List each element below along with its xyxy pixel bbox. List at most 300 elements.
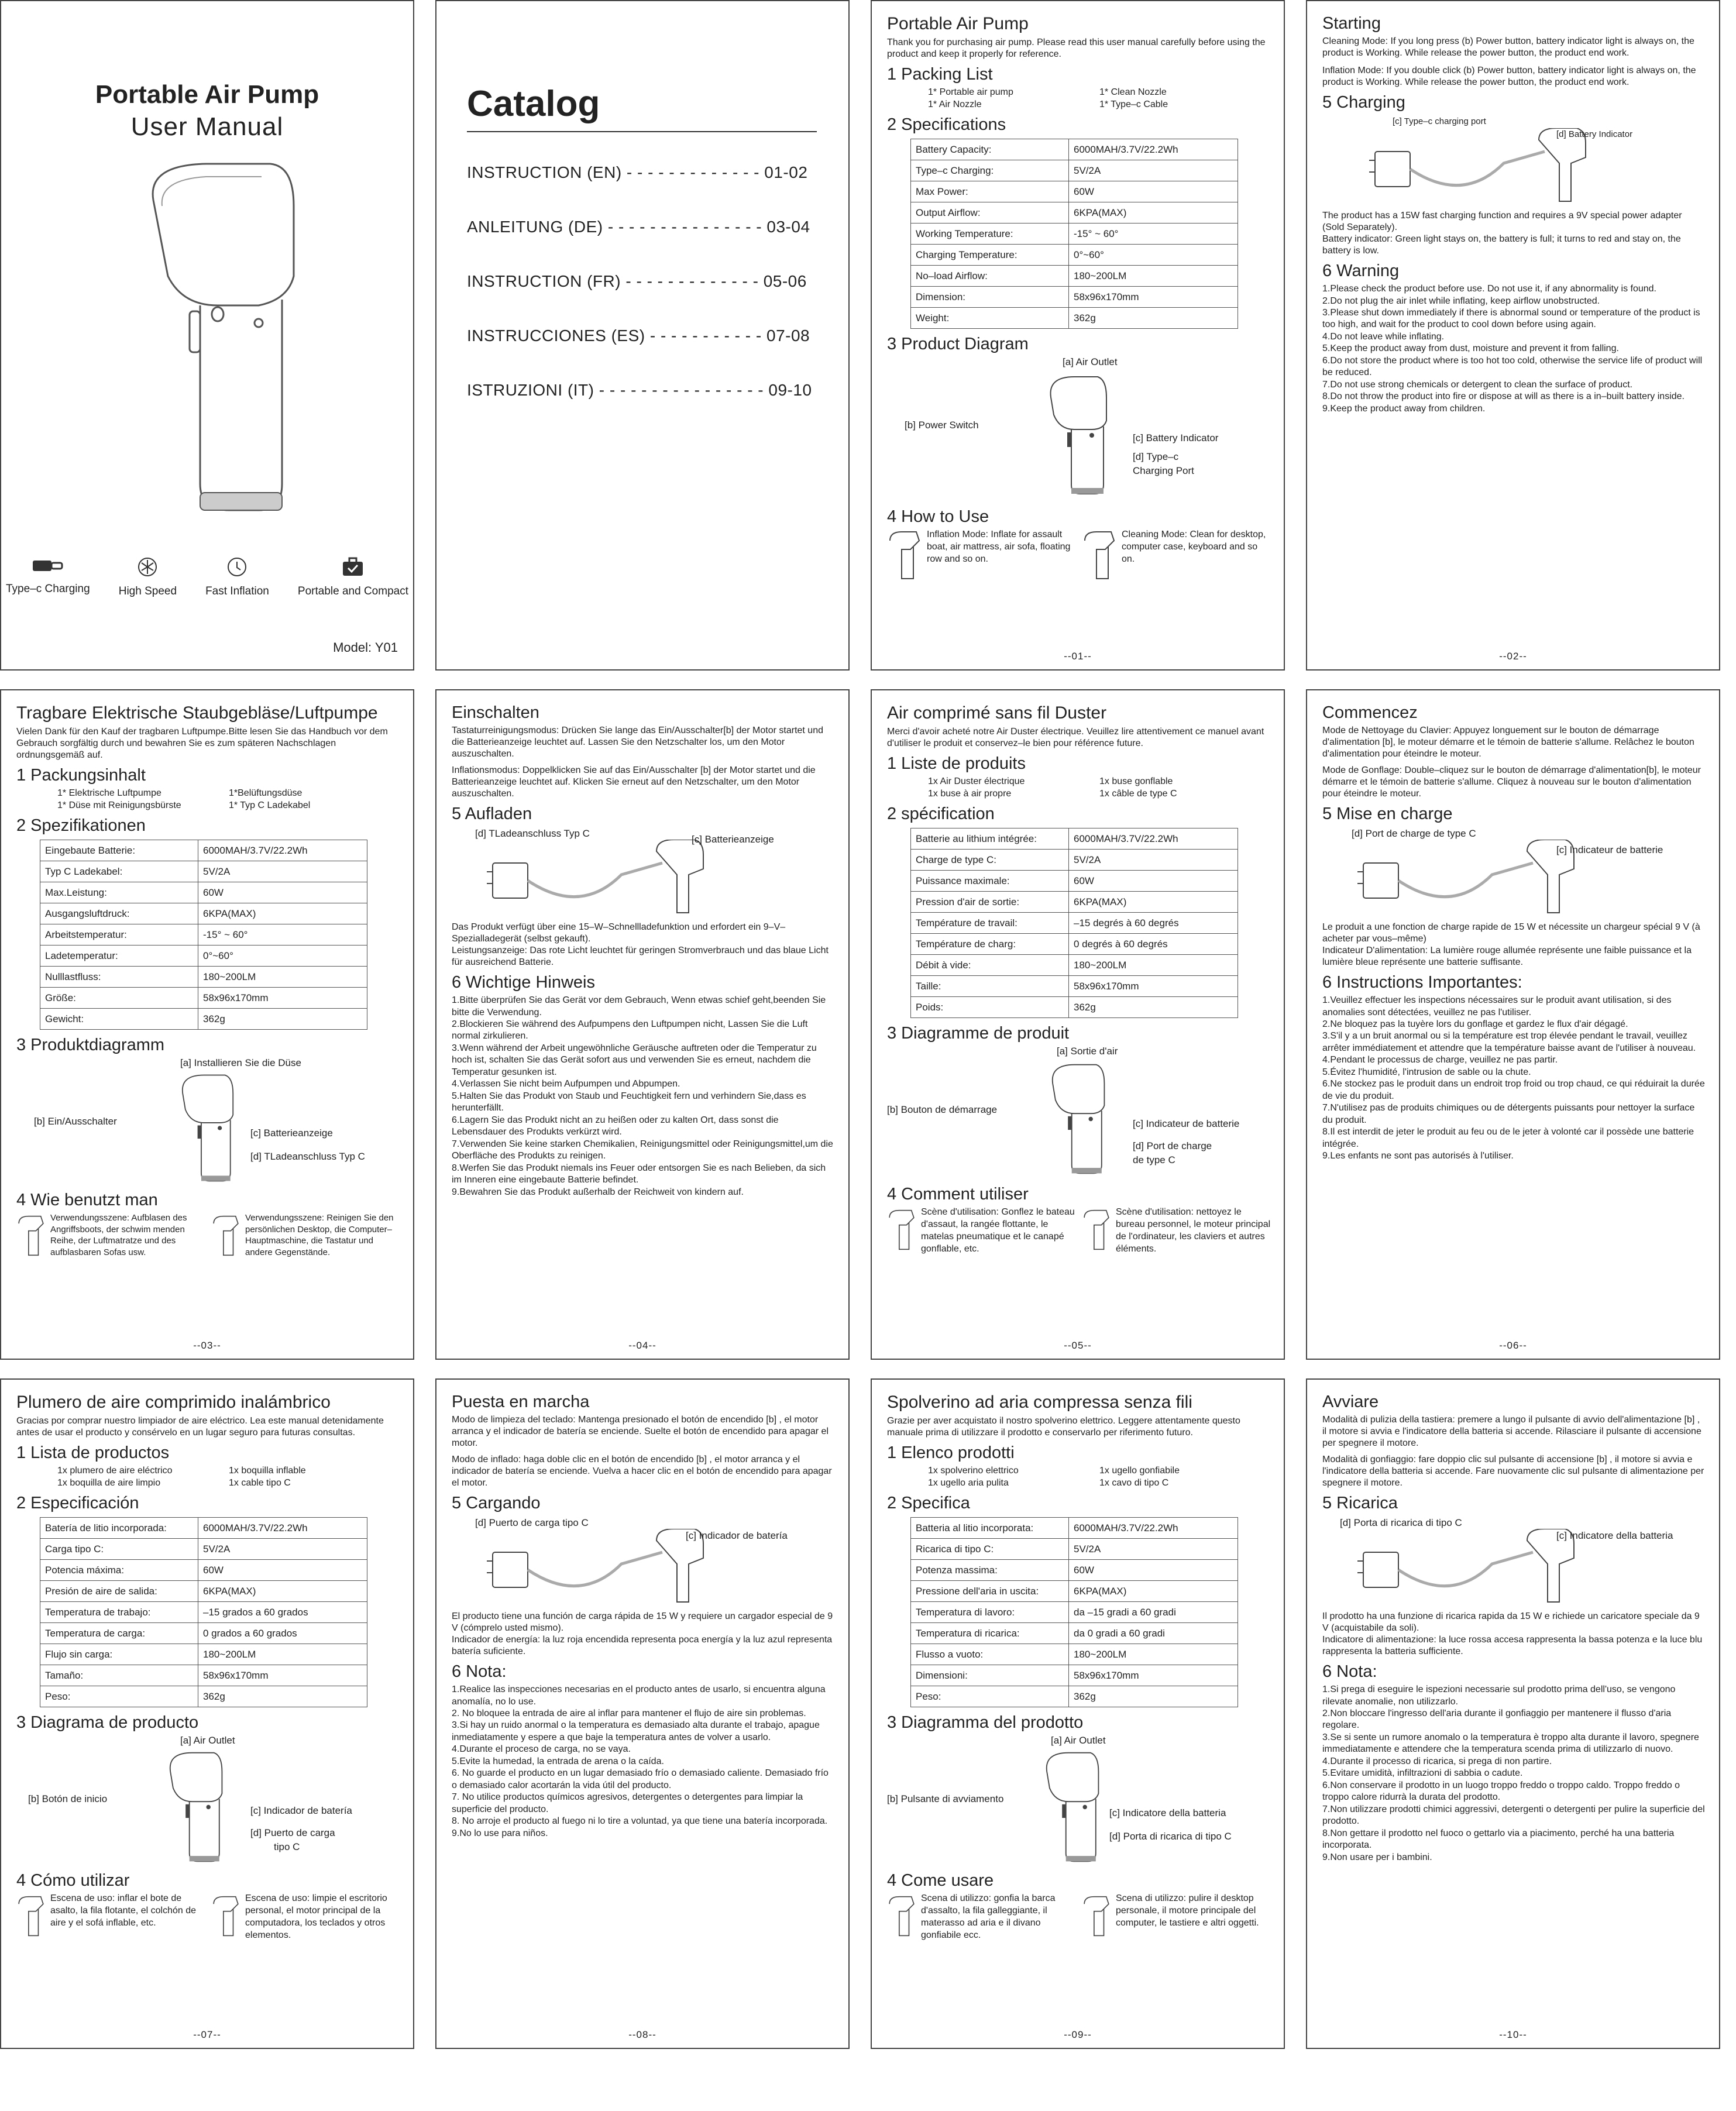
table-row: [911, 1644, 1238, 1665]
charger-illustration: [1357, 1529, 1580, 1605]
page-de-2: [435, 689, 850, 1360]
section-heading: 6 Nota:: [452, 1662, 507, 1681]
spec-value: 180~200LM: [1069, 1644, 1238, 1665]
spec-label: Ricarica di tipo C:: [911, 1538, 1069, 1559]
spec-value: 180~200LM: [198, 1644, 367, 1665]
list-item: 1.Si prega di eseguire le ispezioni necessarie sul prodotto prima dell'uso, se vengono rilevate anomalie, non utilizzarlo.: [1322, 1684, 1676, 1707]
list-item: 3.Se si sente un rumore anomalo o la temperatura è troppo alta durante il lavoro, spegnere immediatamente e attendere che la temperatura scenda prima di utilizzarlo di nuovo.: [1322, 1732, 1699, 1755]
table-row: [40, 1538, 367, 1559]
table-row: [911, 870, 1238, 891]
table-row: [911, 891, 1238, 912]
use-inflation: [887, 1893, 1076, 1941]
cover-title: Portable Air Pump: [95, 80, 319, 109]
use-cleaning: [211, 1893, 400, 1941]
table-row: [40, 882, 367, 903]
catalog-divider: [467, 131, 817, 132]
table-row: [40, 1517, 367, 1538]
page-title: Plumero de aire comprimido inalámbrico: [16, 1393, 331, 1412]
pump-small-icon: [1082, 1893, 1111, 1940]
catalog-entry-fr[interactable]: INSTRUCTION (FR) - - - - - - - - - - - - - 05-06: [467, 272, 807, 290]
table-row: [40, 987, 367, 1008]
section-heading: 4 Cómo utilizar: [16, 1871, 130, 1890]
table-row: [40, 1559, 367, 1580]
use-inflation: [16, 1212, 205, 1259]
use-inflation: [887, 529, 1076, 582]
product-diagram: [887, 1046, 1271, 1180]
section-heading: 6 Nota:: [1322, 1662, 1377, 1681]
table-row: [911, 1665, 1238, 1686]
spec-label: Batterie au lithium intégrée:: [911, 828, 1069, 849]
pump-small-icon: [1082, 529, 1117, 582]
start-text: Modo de inflado: haga doble clic en el botón de encendido [b] , el motor arranca y el indicador de batería se enciende. Vuelva a hacer clic en el botón de encendido para apagar el motor.: [452, 1455, 832, 1488]
charging-text: Le produit a une fonction de charge rapide de 15 W et nécessite un chargeur spécial 9 V (à acheter par vous–même) Indicateur D'alimentation: La lumière rouge allumée représente une faible puissance et la lumière bleue représente une batterie suffisante.: [1322, 922, 1700, 967]
spec-label: Dimensioni:: [911, 1665, 1069, 1686]
section-heading: Starting: [1322, 14, 1381, 33]
section-heading: 5 Cargando: [452, 1494, 541, 1513]
table-row: [40, 840, 367, 861]
list-item: 1x cable tipo C: [229, 1477, 291, 1488]
spec-value: 60W: [198, 882, 367, 903]
page-it-2: [1306, 1378, 1720, 2049]
label-battery-indicator: [c] Batterieanzeige: [250, 1127, 333, 1139]
spec-label: Temperatura di ricarica:: [911, 1622, 1069, 1644]
how-to-use: [16, 1893, 400, 1941]
list-item: 6. No guarde el producto en un lugar demasiado frío o demasiado caliente. Demasiado frío o demasiado calor acortarán la vida útil del producto.: [452, 1768, 829, 1790]
label-charging-port: tipo C: [274, 1841, 300, 1853]
spec-label: Batteria al litio incorporata:: [911, 1517, 1069, 1538]
list-item: 9.Les enfants ne sont pas autorisés à l'utiliser.: [1322, 1151, 1514, 1161]
spec-label: Charging Temperature:: [911, 244, 1069, 265]
spec-label: Nulllastfluss:: [40, 966, 198, 987]
list-item: 2.Do not plug the air inlet while inflating, keep airflow unobstructed.: [1322, 295, 1600, 306]
intro-text: Vielen Dank für den Kauf der tragbaren Luftpumpe.Bitte lesen Sie das Handbuch vor dem Gebrauch sorgfältig durch und bewahren Sie es zum späteren Nachschlagen ordnungsgemäß auf.: [16, 726, 388, 760]
pump-diagram-illustration: [174, 1072, 239, 1184]
spec-value: 6KPA(MAX): [1069, 1580, 1238, 1601]
label-charging-port: Charging Port: [1133, 465, 1194, 477]
spec-value: 5V/2A: [1069, 160, 1238, 181]
intro-text: Gracias por comprar nuestro limpiador de aire eléctrico. Lea este manual detenidamente antes de usar el producto y consérvelo en un lugar seguro para futuras consultas.: [16, 1415, 384, 1438]
intro-text: Thank you for purchasing air pump. Please read this user manual carefully before using the product and keep it properly for reference.: [887, 37, 1266, 59]
start-text: Inflation Mode: If you double click (b) Power button, battery indicator light is always on, the product is Working. While release the power button, the product end work.: [1322, 66, 1696, 88]
label-battery-indicator: [c] Indicateur de batterie: [1556, 844, 1663, 855]
list-item: 1* Düse mit Reinigungsbürste: [57, 800, 181, 810]
table-row: [911, 202, 1238, 223]
feature-row: [6, 557, 408, 598]
table-row: [40, 945, 367, 966]
pump-small-icon: [16, 1212, 46, 1259]
page-en-1: [871, 0, 1285, 671]
catalog-entry-es[interactable]: INSTRUCCIONES (ES) - - - - - - - - - - - 07-08: [467, 326, 810, 345]
list-item: 1x ugello gonfiabile: [1099, 1465, 1180, 1476]
warning-list: [452, 995, 836, 1198]
table-row: [40, 1686, 367, 1707]
list-item: 8.Do not throw the product into fire or dispose at will as there is a in–built battery inside.: [1322, 391, 1685, 402]
spec-label: Eingebaute Batterie:: [40, 840, 198, 861]
section-heading: Einschalten: [452, 703, 539, 722]
use-cleaning: [1082, 529, 1271, 582]
section-heading: 5 Aufladen: [452, 804, 532, 824]
spec-label: Peso:: [40, 1686, 198, 1707]
warning-list: [452, 1684, 836, 1840]
how-to-use: [887, 1893, 1271, 1941]
spec-value: 60W: [1069, 870, 1238, 891]
pump-diagram-illustration: [1045, 1062, 1109, 1176]
charging-text: Il prodotto ha una funzione di ricarica rapida da 15 W e richiede un caricatore speciale da 9 V (acquistabile da soli). Indicatore di alimentazione: la luce rossa accesa rappresenta la bassa potenza e la luce blu rappresenta la batteria sufficiente.: [1322, 1611, 1703, 1656]
use-text: Cleaning Mode: Clean for desktop, computer case, keyboard and so on.: [1122, 530, 1266, 565]
spec-label: Température de travail:: [911, 912, 1069, 933]
list-item: 2.Ne bloquez pas la tuyère lors du gonflage et gardez le flux d'air dégagé.: [1322, 1019, 1628, 1029]
model-number: Model: Y01: [333, 640, 398, 655]
table-row: [40, 861, 367, 882]
list-item: 3.Please shut down immediately if there is abnormal sound or temperature of the product is too high, and wait for the product to cool down before using again.: [1322, 307, 1700, 330]
list-item: 1* Typ C Ladekabel: [229, 800, 311, 810]
list-item: 3.Si hay un ruido anormal o la temperatura es demasiado alta durante el trabajo, apague inmediatamente y espere a que baje la temperatura antes de volver a usarlo.: [452, 1720, 820, 1742]
spec-value: 6KPA(MAX): [198, 903, 367, 924]
table-row: [40, 924, 367, 945]
spec-value: 0°~60°: [198, 945, 367, 966]
page-es-1: [0, 1378, 414, 2049]
list-item: 4.Do not leave while inflating.: [1322, 331, 1445, 342]
pump-small-icon: [211, 1212, 240, 1259]
list-item: 6.Lagern Sie das Produkt nicht an zu heißen oder zu kalten Ort, dass sonst die Lebensdauer des Produkts verkürzt wird.: [452, 1115, 779, 1137]
label-air-outlet: [a] Air Outlet: [1051, 1735, 1106, 1746]
warning-list: [1322, 995, 1706, 1163]
page-title: Spolverino ad aria compressa senza fili: [887, 1393, 1192, 1412]
bag-check-icon: [342, 557, 364, 577]
table-row: [40, 1008, 367, 1029]
spec-value: 6000MAH/3.7V/22.2Wh: [1069, 139, 1238, 160]
cover-page: [0, 0, 414, 671]
list-item: 5.Halten Sie das Produkt von Staub und Feuchtigkeit fern und verhindern Sie,dass es herunterfällt.: [452, 1091, 806, 1113]
list-item: 1* Air Nozzle: [928, 99, 982, 109]
pump-small-icon: [1082, 1206, 1111, 1253]
spec-label: Temperatura de trabajo:: [40, 1601, 198, 1622]
list-item: 8. No arroje el producto al fuego ni lo tire a voluntad, ya que tiene una batería incorporada.: [452, 1816, 828, 1827]
spec-label: Carga tipo C:: [40, 1538, 198, 1559]
pump-small-icon: [211, 1893, 240, 1940]
section-heading: 3 Diagrama de producto: [16, 1713, 199, 1732]
pump-small-icon: [887, 1893, 916, 1940]
spec-value: -15° ~ 60°: [1069, 223, 1238, 244]
list-item: 4.Verlassen Sie nicht beim Aufpumpen und Abpumpen.: [452, 1079, 680, 1089]
spec-value: 362g: [1069, 307, 1238, 328]
catalog-entry-it[interactable]: ISTRUZIONI (IT) - - - - - - - - - - - - - - - - 09-10: [467, 381, 812, 399]
spec-label: Peso:: [911, 1686, 1069, 1707]
feature-label: Fast Inflation: [205, 585, 269, 597]
spec-label: Dimension:: [911, 286, 1069, 307]
page-number: --05--: [1064, 1340, 1092, 1351]
page-number: --01--: [1064, 651, 1092, 662]
list-item: 1x boquilla inflable: [229, 1465, 306, 1476]
spec-value: 362g: [198, 1008, 367, 1029]
list-item: 1x boquilla de aire limpio: [57, 1477, 161, 1488]
pump-small-icon: [887, 1206, 916, 1253]
air-pump-illustration: [112, 159, 305, 528]
spec-value: da –15 gradi a 60 gradi: [1069, 1601, 1238, 1622]
spec-label: Poids:: [911, 996, 1069, 1017]
spec-table: [910, 139, 1238, 329]
page-number: --06--: [1499, 1340, 1527, 1351]
label-power-switch: [b] Botón de inicio: [28, 1793, 108, 1805]
start-text: Tastaturreinigungsmodus: Drücken Sie lange das Ein/Ausschalter[b] der Motor startet und die Batterieanzeige leuchtet auf. Lassen Sie den Netzschalter los, um den Motor auszuschalten.: [452, 726, 823, 759]
spec-value: 5V/2A: [1069, 1538, 1238, 1559]
section-heading: 5 Ricarica: [1322, 1494, 1398, 1513]
catalog-entry-en[interactable]: INSTRUCTION (EN) - - - - - - - - - - - - - 01-02: [467, 163, 808, 181]
charging-diagram: [452, 828, 836, 916]
label-type-c-port: [d] Porta di ricarica di tipo C: [1109, 1831, 1232, 1842]
spec-value: 362g: [1069, 1686, 1238, 1707]
section-heading: 1 Elenco prodotti: [887, 1443, 1015, 1462]
table-row: [911, 912, 1238, 933]
spec-value: 6KPA(MAX): [1069, 891, 1238, 912]
list-item: 1x câble de type C: [1099, 788, 1177, 799]
table-row: [911, 1517, 1238, 1538]
feature-high-speed: [119, 557, 177, 598]
page-number: --10--: [1499, 2029, 1527, 2040]
page-number: --02--: [1499, 651, 1527, 662]
start-text: Mode de Nettoyage du Clavier: Appuyez longuement sur le bouton de démarrage d'alimentation [b], le moteur démarre et le témoin de batterie s'allume. Relâchez le bouton d'alimentation pour éteindre le moteur.: [1322, 726, 1694, 759]
charging-diagram: [1322, 116, 1706, 204]
spec-label: Puissance maximale:: [911, 870, 1069, 891]
spec-value: 5V/2A: [198, 1538, 367, 1559]
table-row: [40, 1622, 367, 1644]
table-row: [911, 1580, 1238, 1601]
list-item: 1x plumero de aire eléctrico: [57, 1465, 173, 1476]
page-title: Tragbare Elektrische Staubgebläse/Luftpumpe: [16, 703, 378, 723]
pump-small-icon: [16, 1893, 46, 1940]
table-row: [911, 996, 1238, 1017]
spec-value: 180~200LM: [1069, 954, 1238, 975]
product-diagram: [887, 1735, 1271, 1866]
label-air-outlet: [a] Air Outlet: [180, 1735, 235, 1746]
product-diagram: [887, 356, 1271, 503]
feature-fast-inflation: [205, 557, 269, 598]
list-item: 5.Evitare umidità, infiltrazioni di sabbia o cadute.: [1322, 1768, 1523, 1779]
spec-value: 5V/2A: [1069, 849, 1238, 870]
label-battery-indicator: [c] Indicateur de batterie: [1133, 1118, 1240, 1130]
start-text: Modalità di gonfiaggio: fare doppio clic sul pulsante di accensione [b] , il motore si avvia e l'indicatore della batteria si accende. Fare nuovamente clic sul pulsante di alimentazione per spegnere il motore.: [1322, 1455, 1704, 1488]
label-charging-port: [d] TLadeanschluss Typ C: [475, 827, 590, 839]
label-battery-indicator: [c] Indicador de batería: [686, 1529, 788, 1541]
product-diagram: [16, 1057, 400, 1186]
spec-value: 362g: [198, 1686, 367, 1707]
table-row: [911, 1622, 1238, 1644]
section-heading: 3 Product Diagram: [887, 334, 1029, 353]
spec-value: 6000MAH/3.7V/22.2Wh: [198, 840, 367, 861]
spec-label: Pressione dell'aria in uscita:: [911, 1580, 1069, 1601]
spec-label: Output Airflow:: [911, 202, 1069, 223]
spec-value: 5V/2A: [198, 861, 367, 882]
list-item: 7.Verwenden Sie keine starken Chemikalien, Reinigungsmittel oder Reinigungsmittel,um die Oberfläche des Produkts zu reinigen.: [452, 1139, 833, 1161]
start-text: Modalità di pulizia della tastiera: premere a lungo il pulsante di avvio dell'alimentazione [b] , il motore si avvia e l'indicatore della batteria si accende. Rilasciare il pulsante di accensione per spegnere il motore.: [1322, 1415, 1701, 1449]
list-item: 6.Do not store the product where is too hot too cold, otherwise the service life of product will be reduced.: [1322, 355, 1703, 378]
charging-diagram: [452, 1517, 836, 1605]
spec-value: 0 grados a 60 grados: [198, 1622, 367, 1644]
list-item: 1.Bitte überprüfen Sie das Gerät vor dem Gebrauch, Wenn etwas schief geht,beenden Sie bitte die Verwendung.: [452, 995, 826, 1017]
table-row: [911, 160, 1238, 181]
list-item: 4.Durante il processo di ricarica, si prega di non partire.: [1322, 1756, 1552, 1766]
spec-label: Potenza massima:: [911, 1559, 1069, 1580]
page-number: --09--: [1064, 2029, 1092, 2040]
spec-label: Tamaño:: [40, 1665, 198, 1686]
label-charging-port: [d] Port de charge de type C: [1352, 827, 1476, 839]
list-item: 2. No bloquee la entrada de aire al inflar para mantener el flujo de aire sin problemas.: [452, 1708, 806, 1718]
spec-value: 60W: [1069, 1559, 1238, 1580]
section-heading: 6 Wichtige Hinweis: [452, 972, 595, 992]
pump-diagram-illustration: [1039, 1750, 1104, 1864]
use-inflation: [16, 1893, 205, 1941]
spec-value: da 0 gradi a 60 gradi: [1069, 1622, 1238, 1644]
section-heading: Puesta en marcha: [452, 1393, 590, 1411]
spec-label: Charge de type C:: [911, 849, 1069, 870]
spec-value: –15 degrés à 60 degrés: [1069, 912, 1238, 933]
catalog-entry-de[interactable]: ANLEITUNG (DE) - - - - - - - - - - - - - - - 03-04: [467, 218, 810, 236]
packing-list: [887, 1465, 1271, 1490]
label-type-c-port: [d] Port de charge: [1133, 1140, 1212, 1152]
list-item: 4.Pendant le processus de charge, veuillez ne pas partir.: [1322, 1055, 1558, 1065]
pump-diagram-illustration: [163, 1750, 227, 1864]
page-title: Air comprimé sans fil Duster: [887, 703, 1107, 723]
spec-value: 58x96x170mm: [1069, 1665, 1238, 1686]
section-heading: 6 Instructions Importantes:: [1322, 972, 1522, 992]
spec-label: No–load Airflow:: [911, 265, 1069, 286]
section-heading: 3 Diagramma del prodotto: [887, 1713, 1084, 1732]
label-power-switch: [b] Power Switch: [905, 420, 979, 431]
spec-label: Temperatura di lavoro:: [911, 1601, 1069, 1622]
table-row: [911, 933, 1238, 954]
section-heading: 1 Packing List: [887, 64, 993, 84]
label-battery-indicator: [c] Indicatore della batteria: [1556, 1529, 1673, 1541]
list-item: 1x ugello aria pulita: [928, 1477, 1009, 1488]
page-number: --07--: [193, 2029, 221, 2040]
spec-value: 58x96x170mm: [198, 1665, 367, 1686]
spec-table: [40, 840, 367, 1030]
spec-label: Gewicht:: [40, 1008, 198, 1029]
list-item: 2.Blockieren Sie während des Aufpumpens den Luftpumpen nicht, Lassen Sie die Luft normal zirkulieren.: [452, 1019, 808, 1041]
spec-value: –15 grados a 60 grados: [198, 1601, 367, 1622]
table-row: [911, 265, 1238, 286]
table-row: [911, 1686, 1238, 1707]
spec-value: 6KPA(MAX): [198, 1580, 367, 1601]
list-item: 3.S'il y a un bruit anormal ou si la température est trop élevée pendant le travail, veuillez arrêter immédiatement et attendre que la température baisse avant de l'utiliser à nouveau.: [1322, 1031, 1696, 1053]
label-power-switch: [b] Pulsante di avviamento: [887, 1793, 1004, 1805]
spec-value: 60W: [1069, 181, 1238, 202]
charger-illustration: [487, 1529, 709, 1605]
usb-c-plug-icon: [30, 557, 66, 575]
feature-portable: [298, 557, 408, 598]
spec-value: 362g: [1069, 996, 1238, 1017]
section-heading: 1 Packungsinhalt: [16, 765, 146, 785]
use-text: Escena de uso: inflar el bote de asalto, la fila flotante, el colchón de aire y el sofá inflable, etc.: [50, 1893, 197, 1928]
list-item: 1x buse à air propre: [928, 788, 1012, 799]
label-power-switch: [b] Bouton de démarrage: [887, 1104, 998, 1116]
list-item: 8.Werfen Sie das Produkt niemals ins Feuer oder entsorgen Sie es nach Belieben, da sich im Inneren eine eingebaute Batterie befindet.: [452, 1163, 826, 1185]
table-row: [40, 966, 367, 987]
charger-illustration: [1357, 840, 1580, 916]
list-item: 1* Type–c Cable: [1099, 99, 1168, 109]
label-battery-indicator: [c] Indicador de batería: [250, 1805, 352, 1817]
use-text: Scena di utilizzo: pulire il desktop personale, il motore principale del computer, le tastiere e altri oggetti.: [1116, 1893, 1259, 1928]
use-text: Escena de uso: limpie el escritorio personal, el motor principal de la computadora, los teclados y otros elementos.: [245, 1893, 387, 1940]
spec-value: 180~200LM: [1069, 265, 1238, 286]
catalog-title: Catalog: [467, 84, 600, 124]
table-row: [911, 828, 1238, 849]
spec-value: 6KPA(MAX): [1069, 202, 1238, 223]
table-row: [911, 849, 1238, 870]
table-row: [911, 975, 1238, 996]
list-item: 7.N'utilisez pas de produits chimiques ou de détergents puissants pour nettoyer la surface du produit.: [1322, 1103, 1695, 1125]
feature-type-c: [6, 557, 90, 598]
list-item: 6.Non conservare il prodotto in un luogo troppo freddo o troppo caldo. Troppo freddo o troppo calore ridurrà la durata del prodotto.: [1322, 1780, 1680, 1803]
charging-diagram: [1322, 828, 1706, 916]
packing-list: [16, 1465, 400, 1490]
section-heading: 2 Specifica: [887, 1494, 970, 1513]
charger-illustration: [487, 840, 709, 916]
spec-value: 0 degrés à 60 degrés: [1069, 933, 1238, 954]
spec-table: [910, 828, 1238, 1018]
start-text: Mode de Gonflage: Double–cliquez sur le bouton de démarrage d'alimentation[b], le moteur démarre et le témoin de batterie s'allume. Cliquez à nouveau sur le bouton d'alimentation pour éteindre le moteur.: [1322, 765, 1701, 799]
charging-text: The product has a 15W fast charging function and requires a 9V special power adapter (Sold Separately). Battery indicator: Green light stays on, the battery is full; it turns to red and stay on, the battery is low.: [1322, 210, 1682, 256]
list-item: 7. No utilice productos químicos agresivos, detergentes o detergentes para limpiar la superficie del producto.: [452, 1792, 803, 1814]
intro-text: Merci d'avoir acheté notre Air Duster électrique. Veuillez lire attentivement ce manuel avant d'utiliser le produit et conservez–le bien pour référence future.: [887, 726, 1264, 748]
section-heading: 5 Charging: [1322, 93, 1405, 112]
table-row: [911, 954, 1238, 975]
page-fr-2: [1306, 689, 1720, 1360]
feature-label: High Speed: [118, 585, 177, 597]
label-air-outlet: [a] Sortie d'air: [1057, 1046, 1118, 1057]
list-item: 3.Wenn während der Arbeit ungewöhnliche Geräusche auftreten oder die Temperatur zu hoch ist, schalten Sie das Gerät sofort aus und verwenden Sie es erneut, nachdem die Temperatur gesunken ist.: [452, 1043, 817, 1077]
list-item: 1.Veuillez effectuer les inspections nécessaires sur le produit avant utilisation, si des anomalies sont détectées, veuillez ne pas l'utiliser.: [1322, 995, 1672, 1017]
use-cleaning: [1082, 1206, 1271, 1255]
use-text: Scène d'utilisation: Gonflez le bateau d'assaut, la rangée flottante, le matelas pneumatique et le canapé gonflable, etc.: [921, 1207, 1075, 1254]
start-text: Inflationsmodus: Doppelklicken Sie auf das Ein/Ausschalter [b] der Motor startet und die Batterieanzeige leuchtet auf. Klicken Sie erneut auf den Netzschalter, um den Motor auszuschalten.: [452, 765, 816, 799]
spec-label: Potencia máxima:: [40, 1559, 198, 1580]
label-air-outlet: [a] Installieren Sie die Düse: [180, 1057, 301, 1069]
list-item: 1.Please check the product before use. Do not use it, if any abnormality is found.: [1322, 284, 1656, 294]
section-heading: Commencez: [1322, 703, 1418, 722]
charging-text: Das Produkt verfügt über eine 15–W–Schnellladefunktion und erfordert ein 9–V–Spezialladegerät (selbst gekauft). Leistungsanzeige: Das rote Licht leuchtet für geringen Stromverbrauch und das blaue Licht für ausreichend Batterie.: [452, 922, 829, 967]
spec-value: 6000MAH/3.7V/22.2Wh: [198, 1517, 367, 1538]
spec-value: 0°~60°: [1069, 244, 1238, 265]
page-number: --03--: [193, 1340, 221, 1351]
section-heading: 2 Specifications: [887, 115, 1006, 135]
use-text: Scène d'utilisation: nettoyez le bureau personnel, le moteur principal de l'ordinateur, les claviers et autres éléments.: [1116, 1207, 1271, 1254]
pump-small-icon: [887, 529, 922, 582]
spec-label: Arbeitstemperatur:: [40, 924, 198, 945]
packing-list: [887, 87, 1271, 111]
spec-table: [40, 1517, 367, 1707]
table-row: [40, 1665, 367, 1686]
spec-label: Pression d'air de sortie:: [911, 891, 1069, 912]
spec-value: 60W: [198, 1559, 367, 1580]
spec-label: Working Temperature:: [911, 223, 1069, 244]
list-item: 6.Ne stockez pas le produit dans un endroit trop froid ou trop chaud, ce qui réduirait la durée de vie du produit.: [1322, 1079, 1705, 1101]
use-text: Scena di utilizzo: gonfia la barca d'assalto, la fila galleggiante, il materasso ad aria e il divano gonfiabile ecc.: [921, 1893, 1056, 1940]
list-item: 1* Portable air pump: [928, 87, 1013, 97]
spec-label: Temperatura de carga:: [40, 1622, 198, 1644]
page-de-1: [0, 689, 414, 1360]
table-row: [911, 1601, 1238, 1622]
label-air-outlet: [a] Air Outlet: [1063, 356, 1118, 368]
section-heading: 2 Especificación: [16, 1494, 139, 1513]
page-number: --04--: [628, 1340, 656, 1351]
spec-value: 180~200LM: [198, 966, 367, 987]
list-item: 1.Realice las inspecciones necesarias en el producto antes de usarlo, si encuentra alguna anomalía, no lo use.: [452, 1684, 826, 1707]
list-item: 9.Bewahren Sie das Produkt außerhalb der Reichweit von kindern auf.: [452, 1187, 744, 1197]
section-heading: 2 Spezifikationen: [16, 816, 146, 836]
page-title: Portable Air Pump: [887, 14, 1029, 33]
table-row: [40, 1580, 367, 1601]
